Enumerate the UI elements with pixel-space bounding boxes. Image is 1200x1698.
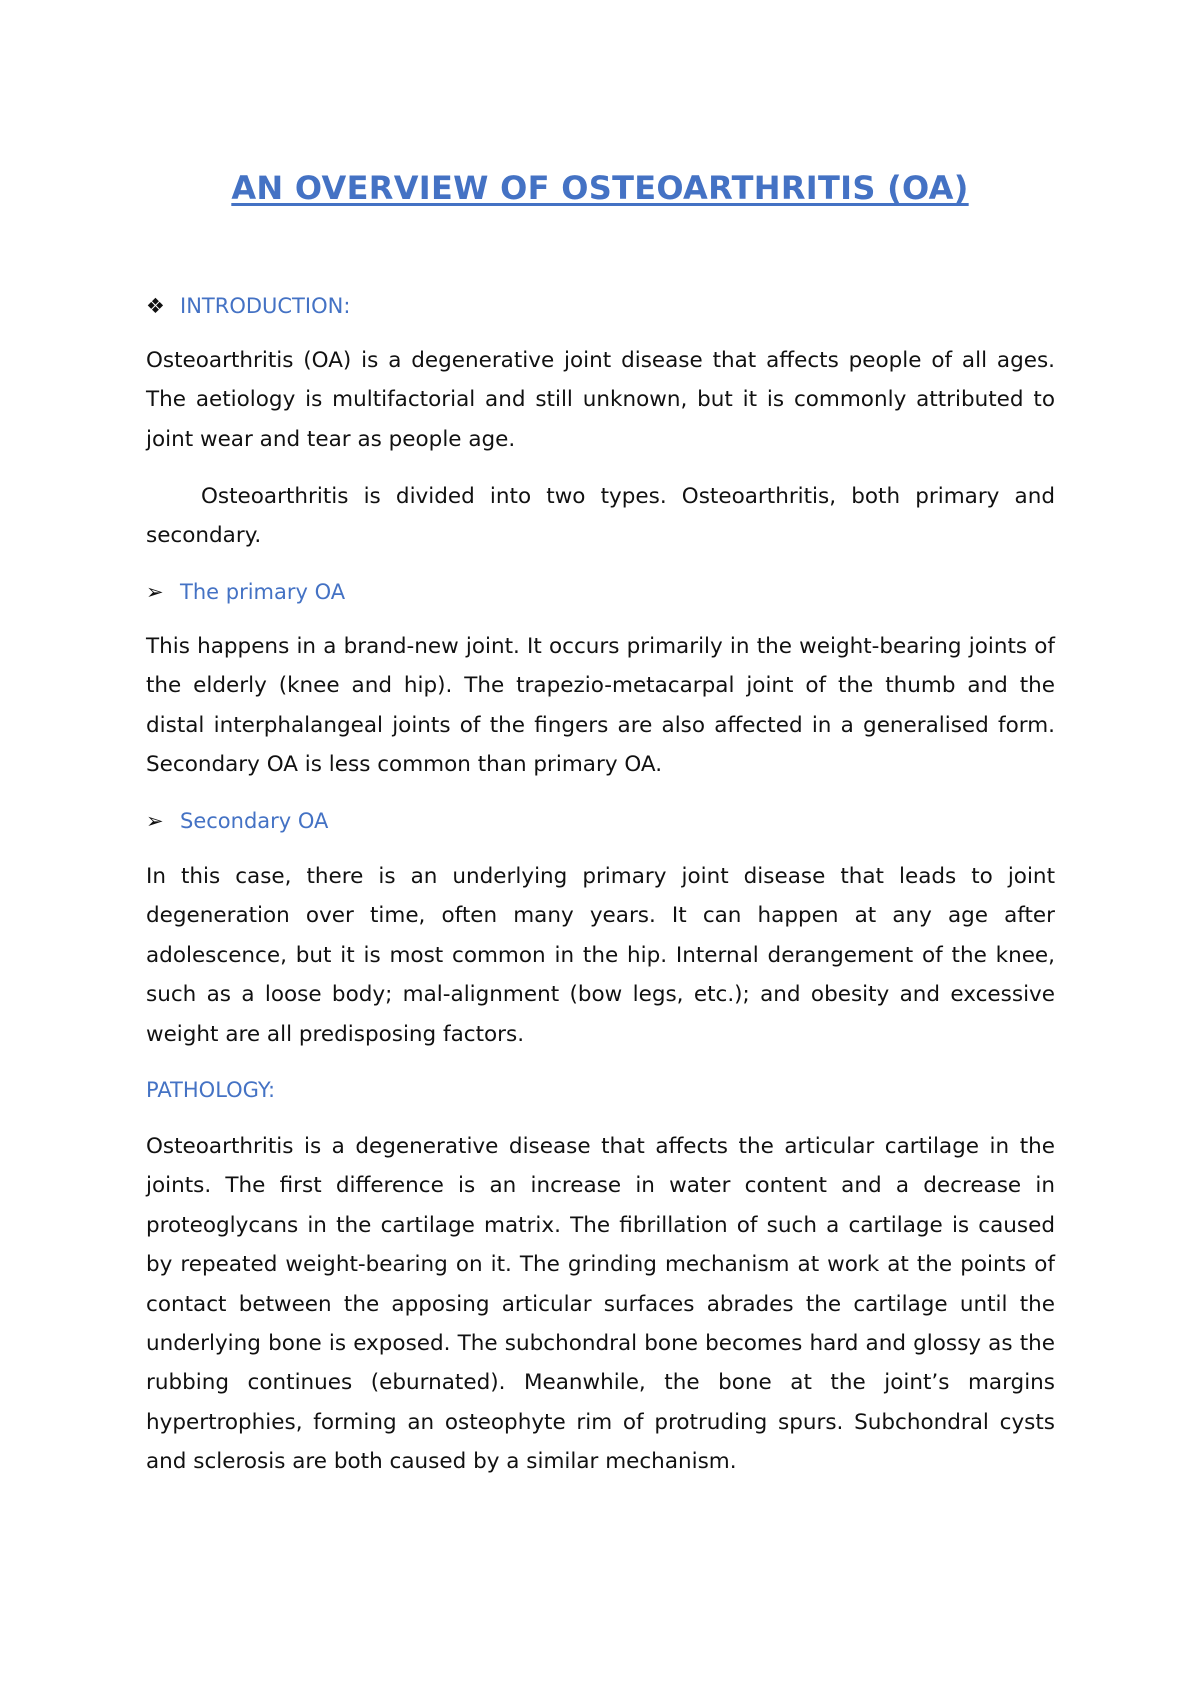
types-paragraph: Osteoarthritis is divided into two types. Osteoarthritis, both primary and secondary. [146, 484, 1055, 549]
pathology-paragraph: Osteoarthritis is a degenerative disease that affects the articular cartilage in the joints. The first difference is an increase in water content and a decrease in proteoglycans in the cartilage matrix. The fibrillation of such a cartilage is caused by repeated weight-bearing on it. The grinding mechanism at work at the points of contact between the apposing articular surfaces abrades the cartilage until the underlying bone is exposed. The subchondral bone becomes hard and glossy as the rubbing continues (eburnated). Meanwhile, the bone at the joint’s margins hypertrophies, forming an osteophyte rim of protruding spurs. Subchondral cysts and sclerosis are both caused by a similar mechanism. [146, 1134, 1055, 1475]
primary-oa-paragraph: This happens in a brand-new joint. It occurs primarily in the weight-bearing joints of the elderly (knee and hip). The trapezio-metacarpal joint of the thumb and the distal interphalangeal joints of the fingers are also affected in a generalised form. Secondary OA is less common than primary OA. [146, 634, 1055, 778]
arrow-bullet-icon: ➢ [146, 809, 164, 833]
pathology-heading-text: PATHOLOGY: [146, 1078, 276, 1102]
primary-oa-heading-text: The primary OA [180, 580, 346, 604]
arrow-bullet-icon: ➢ [146, 580, 164, 604]
secondary-oa-heading-text: Secondary OA [180, 809, 329, 833]
diamond-bullet-icon: ❖ [146, 294, 165, 318]
document-title: AN OVERVIEW OF OSTEOARTHRITIS (OA) [231, 169, 969, 207]
pathology-heading [146, 1076, 275, 1104]
introduction-heading-text: INTRODUCTION: [180, 294, 351, 318]
introduction-heading [146, 292, 350, 320]
secondary-oa-paragraph: In this case, there is an underlying primary joint disease that leads to joint degeneration over time, often many years. It can happen at any age after adolescence, but it is most common in the hip. Internal derangement of the knee, such as a loose body; mal-alignment (bow legs, etc.); and obesity and excessive weight are all predisposing factors. [146, 864, 1055, 1047]
primary-oa-heading [146, 578, 345, 606]
secondary-oa-heading [146, 807, 328, 835]
introduction-paragraph: Osteoarthritis (OA) is a degenerative joint disease that affects people of all ages. The aetiology is multifactorial and still unknown, but it is commonly attributed to joint wear and tear as people age. [146, 348, 1055, 452]
